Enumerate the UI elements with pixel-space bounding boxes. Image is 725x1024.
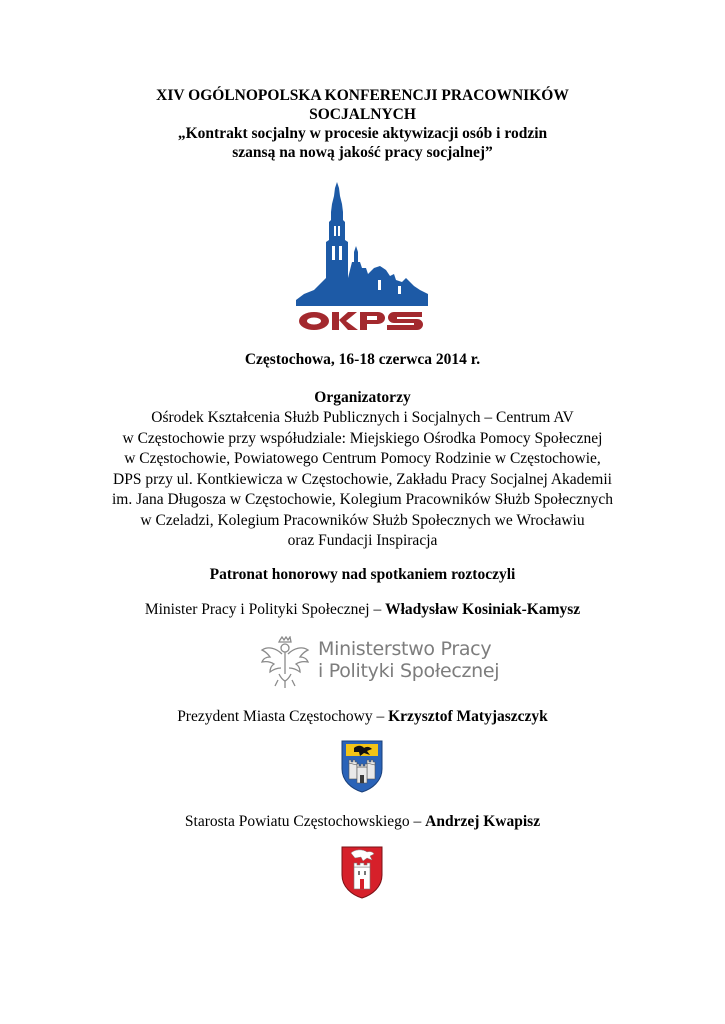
patron-starost <box>60 812 665 831</box>
patron-minister <box>60 600 665 619</box>
organizers-line: w Częstochowie przy współudziale: Miejskiego Ośrodka Pomocy Społecznej <box>122 429 603 447</box>
patronage-heading: Patronat honorowy nad spotkaniem roztoczyli <box>209 566 516 583</box>
patron-role: Minister Pracy i Polityki Społecznej – <box>144 601 386 618</box>
ministry-logo <box>258 636 500 690</box>
event-place-date: Częstochowa, 16-18 czerwca 2014 r. <box>244 351 481 368</box>
conference-title <box>60 86 665 162</box>
title-line-4: szansą na nową jakość pracy socjalnej” <box>232 144 493 161</box>
ministry-logo-line-2: i Polityki Społecznej <box>318 660 500 682</box>
organizers-line: Ośrodek Kształcenia Służb Publicznych i Socjalnych – Centrum AV <box>151 409 574 426</box>
ministry-logo-line-1: Ministerstwo Pracy <box>318 638 492 660</box>
patron-mayor <box>60 707 665 726</box>
organizers-heading: Organizatorzy <box>314 389 411 406</box>
organizers-line: DPS przy ul. Kontkiewicza w Częstochowie, Zakładu Pracy Socjalnej Akademii <box>113 470 612 488</box>
patron-name: Andrzej Kwapisz <box>425 813 541 830</box>
organizers-text <box>60 408 665 552</box>
czestochowa-county-crest-icon <box>340 845 384 900</box>
cathedral-silhouette <box>296 182 428 306</box>
patron-role: Starosta Powiatu Częstochowskiego – <box>184 813 426 830</box>
organizers-line: w Czeladzi, Kolegium Pracowników Służb Społecznych we Wrocławiu <box>140 511 585 529</box>
organizers-line: oraz Fundacji Inspiracja <box>287 532 438 549</box>
title-line-1: XIV OGÓLNOPOLSKA KONFERENCJI PRACOWNIKÓW <box>156 87 569 104</box>
title-line-2: SOCJALNYCH <box>309 106 416 123</box>
ministry-logo-text <box>318 638 500 682</box>
patron-name: Krzysztof Matyjaszczyk <box>388 708 548 725</box>
czestochowa-city-crest-icon <box>340 739 384 794</box>
title-line-3: „Kontrakt socjalny w procesie aktywizacji osób i rodzin <box>177 125 548 142</box>
patron-name: Władysław Kosiniak-Kamysz <box>385 601 581 618</box>
patron-role: Prezydent Miasta Częstochowy – <box>177 708 389 725</box>
organizers-line: w Częstochowie, Powiatowego Centrum Pomocy Rodzinie w Częstochowie, <box>124 450 601 467</box>
white-eagle-icon <box>258 636 310 690</box>
organizers-line: im. Jana Długosza w Częstochowie, Kolegium Pracowników Służb Społecznych <box>111 491 614 508</box>
okps-logo <box>296 182 428 334</box>
